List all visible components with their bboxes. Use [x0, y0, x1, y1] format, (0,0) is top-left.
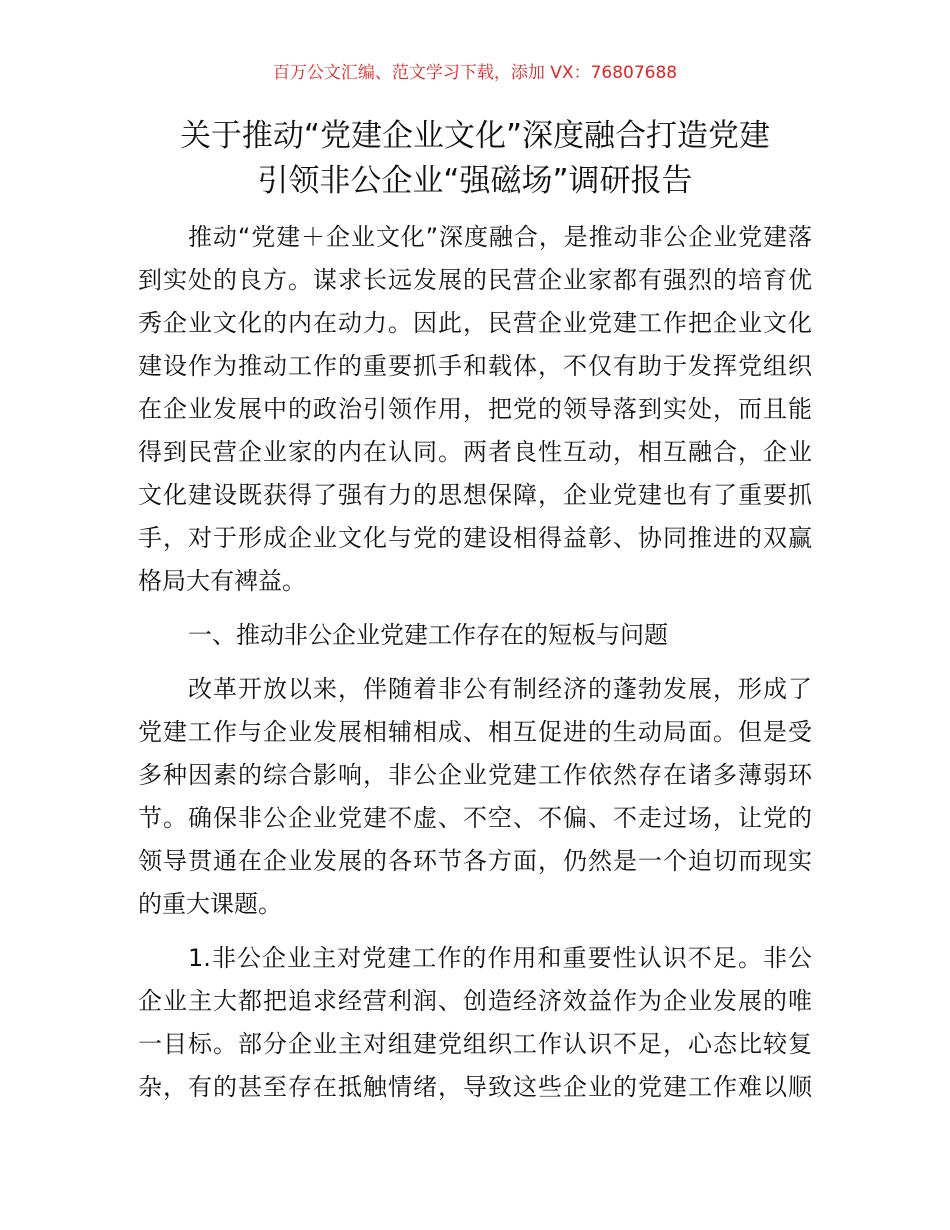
- text-line: 一、推动非公企业党建工作存在的短板与问题: [188, 621, 668, 649]
- title-line: 关于推动“党建企业文化”深度融合打造党建: [179, 118, 771, 154]
- text-line: 秀企业文化的内在动力。因此，民营企业党建工作把企业文化: [138, 309, 812, 337]
- text-line: 建设作为推动工作的重要抓手和载体，不仅有助于发挥党组织: [138, 352, 812, 380]
- text-line: 推动“党建＋企业文化”深度融合，是推动非公企业党建落: [188, 223, 812, 251]
- paragraph: [138, 216, 812, 603]
- paragraph: [138, 668, 812, 926]
- text-line: 节。确保非公企业党建不虚、不空、不偏、不走过场，让党的: [138, 804, 812, 832]
- text-line: 1.非公企业主对党建工作的作用和重要性认识不足。非公: [188, 944, 812, 972]
- document-title: [0, 114, 950, 204]
- text-line: 企业主大都把追求经营利润、创造经济效益作为企业发展的唯: [138, 987, 812, 1015]
- text-line: 领导贯通在企业发展的各环节各方面，仍然是一个迫切而现实: [138, 847, 812, 875]
- text-line: 格局大有裨益。: [138, 567, 306, 595]
- text-line: 的重大课题。: [138, 890, 282, 918]
- watermark-banner: 百万公文汇编、范文学习下载，添加 VX：76807688: [272, 63, 678, 83]
- text-line: 改革开放以来，伴随着非公有制经济的蓬勃发展，形成了: [188, 675, 812, 703]
- text-line: 到实处的良方。谋求长远发展的民营企业家都有强烈的培育优: [138, 266, 812, 294]
- document-body: [138, 216, 812, 1120]
- text-line: 得到民营企业家的内在认同。两者良性互动，相互融合，企业: [138, 438, 812, 466]
- text-line: 文化建设既获得了强有力的思想保障，企业党建也有了重要抓: [138, 481, 812, 509]
- text-line: 手，对于形成企业文化与党的建设相得益彰、协同推进的双赢: [138, 524, 812, 552]
- text-line: 一目标。部分企业主对组建党组织工作认识不足，心态比较复: [138, 1030, 812, 1058]
- title-line: 引领非公企业“强磁场”调研报告: [257, 163, 693, 199]
- text-line: 杂，有的甚至存在抵触情绪，导致这些企业的党建工作难以顺: [138, 1073, 812, 1101]
- text-line: 党建工作与企业发展相辅相成、相互促进的生动局面。但是受: [138, 718, 812, 746]
- text-line: 多种因素的综合影响，非公企业党建工作依然存在诸多薄弱环: [138, 761, 812, 789]
- text-line: 在企业发展中的政治引领作用，把党的领导落到实处，而且能: [138, 395, 812, 423]
- paragraph: [138, 937, 812, 1109]
- section-heading: [138, 614, 812, 657]
